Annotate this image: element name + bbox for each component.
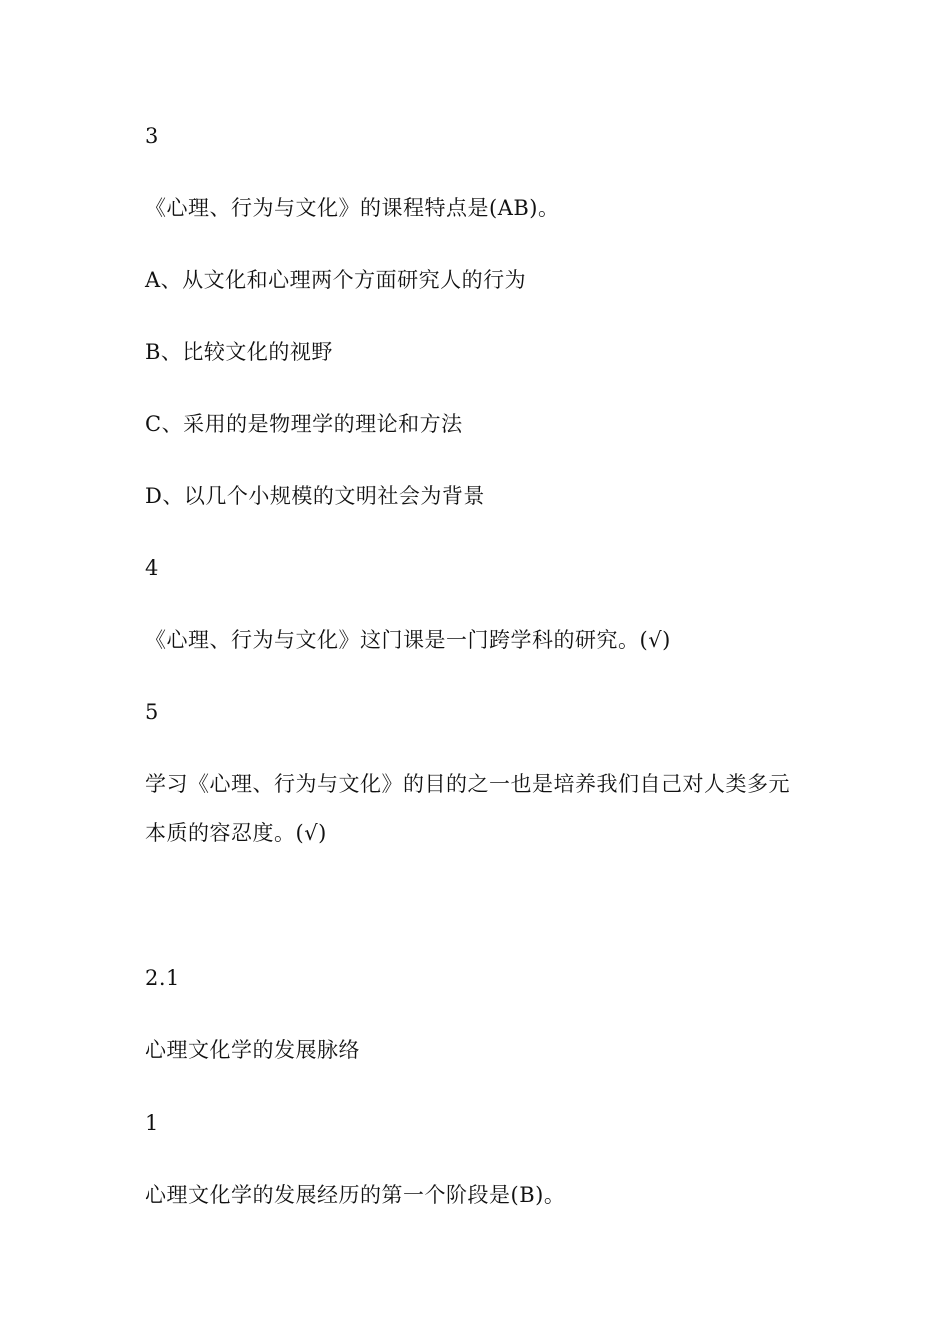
section-title: 心理文化学的发展脉络: [145, 1038, 360, 1062]
section-number: 2.1: [145, 966, 180, 990]
option-d: D、以几个小规模的文明社会为背景: [145, 484, 485, 508]
question-number: 5: [145, 700, 159, 724]
question-text: 心理文化学的发展经历的第一个阶段是(B)。: [145, 1183, 566, 1207]
question-number: 1: [145, 1111, 159, 1135]
question-text: 《心理、行为与文化》的课程特点是(AB)。: [145, 196, 560, 220]
question-text: 《心理、行为与文化》这门课是一门跨学科的研究。(√): [145, 628, 671, 652]
question-number: 3: [145, 124, 159, 148]
option-a: A、从文化和心理两个方面研究人的行为: [145, 268, 527, 292]
question-text: 学习《心理、行为与文化》的目的之一也是培养我们自己对人类多元: [145, 772, 790, 796]
question-number: 4: [145, 556, 159, 580]
option-c: C、采用的是物理学的理论和方法: [145, 412, 463, 436]
question-text-continued: 本质的容忍度。(√): [145, 821, 327, 845]
option-b: B、比较文化的视野: [145, 340, 333, 364]
